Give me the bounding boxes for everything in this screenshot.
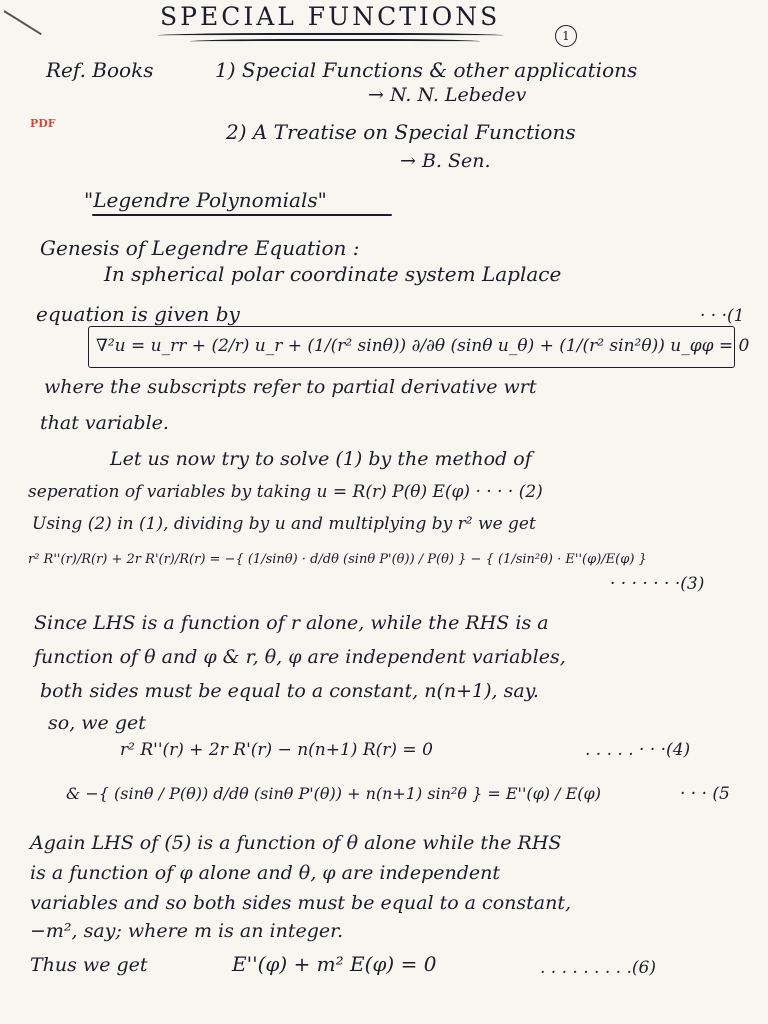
text-line-13: is a function of φ alone and θ, φ are independent: [30, 862, 500, 884]
text-line-14: variables and so both sides must be equal to a constant,: [30, 892, 571, 914]
heading-underline: [92, 214, 392, 216]
ref-book-2: 2) A Treatise on Special Functions: [226, 120, 576, 144]
equation-5-tag: · · · (5: [680, 784, 730, 804]
genesis-line: Genesis of Legendre Equation :: [40, 236, 360, 260]
equation-4-tag: . . . . . · · ·(4): [585, 740, 691, 760]
text-line-9: function of θ and φ & r, θ, φ are independent variables,: [34, 646, 566, 668]
ref-book-1: 1) Special Functions & other applications: [215, 58, 638, 82]
text-line-1: In spherical polar coordinate system Laplace: [104, 262, 562, 286]
text-line-16: Thus we get: [30, 954, 148, 976]
text-line-7: Using (2) in (1), dividing by u and multiplying by r² we get: [32, 514, 536, 534]
equation-4: r² R''(r) + 2r R'(r) − n(n+1) R(r) = 0: [120, 740, 433, 760]
text-line-10: both sides must be equal to a constant, n(n+1), say.: [40, 680, 539, 702]
ref-label: Ref. Books: [46, 58, 154, 82]
text-line-15: −m², say; where m is an integer.: [30, 920, 344, 942]
equation-5: & −{ (sinθ / P(θ)) d/dθ (sinθ P'(θ)) + n(n+1) sin²θ } = E''(φ) / E(φ): [66, 784, 601, 803]
equation-3: r² R''(r)/R(r) + 2r R'(r)/R(r) = −{ (1/sinθ) · d/dθ (sinθ P'(θ)) / P(θ) } − { (1/sin²θ) · E''(φ)/E(φ) }: [28, 552, 647, 567]
text-line-12: Again LHS of (5) is a function of θ alone while the RHS: [30, 832, 562, 854]
equation-6: E''(φ) + m² E(φ) = 0: [232, 952, 437, 976]
ref-author-1: → N. N. Lebedev: [368, 84, 527, 106]
text-line-3: where the subscripts refer to partial derivative wrt: [44, 376, 537, 398]
page-title: SPECIAL FUNCTIONS: [160, 2, 501, 31]
section-heading: "Legendre Polynomials": [84, 188, 327, 212]
text-line-2: equation is given by: [36, 302, 240, 326]
page-number: 1: [555, 25, 577, 47]
equation-1-tag: · · ·(1: [700, 306, 745, 326]
text-line-8: Since LHS is a function of r alone, while the RHS is a: [34, 612, 549, 634]
pdf-mark-icon: PDF: [30, 117, 56, 130]
text-line-11: so, we get: [48, 712, 146, 734]
equation-1: ∇²u = u_rr + (2/r) u_r + (1/(r² sinθ)) ∂/∂θ (sinθ u_θ) + (1/(r² sin²θ)) u_φφ = 0: [96, 336, 750, 356]
text-line-4: that variable.: [40, 412, 169, 434]
ref-author-2: → B. Sen.: [400, 150, 491, 172]
text-line-6: seperation of variables by taking u = R(r) P(θ) E(φ) · · · · (2): [28, 482, 543, 502]
equation-6-tag: . . . . . . . . .(6): [540, 958, 656, 978]
title-underline-2: [190, 39, 480, 45]
equation-3-tag: · · · · · · ·(3): [610, 574, 705, 594]
pencil-stroke: [3, 10, 41, 35]
text-line-5: Let us now try to solve (1) by the method of: [110, 448, 532, 470]
